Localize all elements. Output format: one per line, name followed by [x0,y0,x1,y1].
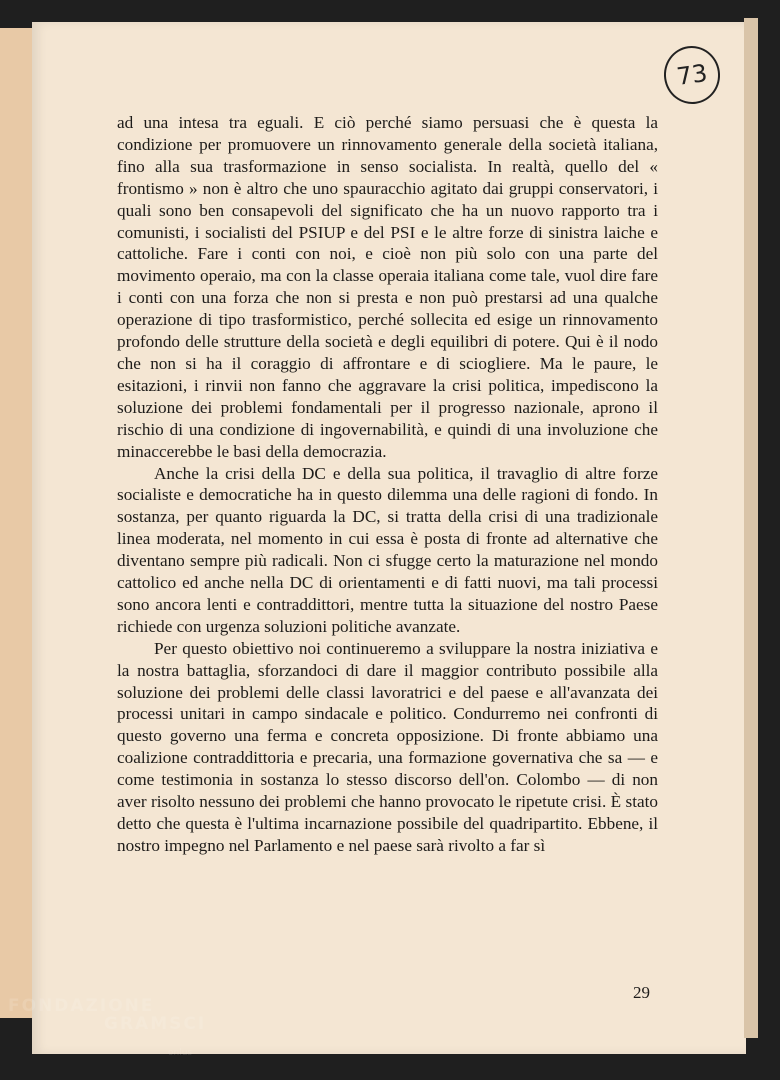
archive-watermark [8,996,208,1066]
watermark-line-1: FONDAZIONE [8,996,155,1016]
handwritten-folio-mark [660,42,724,107]
watermark-line-2: GRAMSCI [104,1014,207,1034]
page-number: 29 [633,983,650,1002]
paragraph-2: Anche la crisi della DC e della sua politica, il travaglio di altre forze socialiste e democratiche ha in questo dilemma una delle ragioni di fondo. In sostanza, per quanto riguarda la DC, si tratta della crisi di una tradizionale linea moderata, nel momento in cui essa è posta di fronte ad alternative che diventano sempre più radicali. Non ci sfugge certo la maturazione nel mondo cattolico ed anche nella DC di orientamenti e di fatti nuovi, ma tali processi sono ancora lenti e contraddittori, mentre tutta la situazione del nostro Paese richiede con urgenza soluzioni politiche avanzate. [117,463,658,636]
page-edge [744,18,758,1038]
paragraph-1: ad una intesa tra eguali. E ciò perché siamo persuasi che è questa la condizione per promuovere un rinnovamento generale della società italiana, fino alla sua trasformazione in senso socialista. In realtà, quello del « frontismo » non è altro che uno spauracchio agitato dai gruppi conservatori, i quali sono ben consapevoli del significato che ha un nuovo rapporto tra i comunisti, i socialisti del PSIUP e del PSI e le altre forze di sinistra laiche e cattoliche. Fare i conti con noi, e cioè non più solo con una parte del movimento operaio, ma con la classe operaia italiana come tale, vuol dire fare i conti con una forza che non si presta e non può prestarsi ad una qualche operazione di tipo trasformistico, perché sollecita ed esige un rinnovamento profondo delle strutture della società e degli equilibri di potere. Qui è il nodo che non si ha il coraggio di affrontare e di sciogliere. Ma le paure, le esitazioni, i rinvii non fanno che aggravare la crisi politica, impediscono la soluzione dei problemi fondamentali per il progresso nazionale, aprono il rischio di una condizione di ingovernabilità, e quindi di una involuzione che minaccerebbe le basi della democrazia. [117,113,658,461]
body-text [117,112,658,857]
folio-number: 73 [674,59,710,91]
watermark-small: onlus [168,1048,193,1058]
paragraph-3: Per questo obiettivo noi continueremo a sviluppare la nostra iniziativa e la nostra battaglia, sforzandoci di dare il maggior contributo possibile alla soluzione dei problemi delle classi lavoratrici e del paese e all'avanzata dei processi unitari in campo sindacale e politico. Condurremo nei confronti di questo governo una ferma e concreta opposizione. Di fronte abbiamo una coalizione contraddittoria e precaria, una formazione governativa che sa — e come testimonia in sostanza lo stesso discorso dell'on. Colombo — di non aver risolto nessuno dei problemi che hanno provocato le ripetute crisi. È stato detto che questa è l'ultima incarnazione possibile del quadripartito. Ebbene, il nostro impegno nel Parlamento e nel paese sarà rivolto a far sì [117,638,658,855]
